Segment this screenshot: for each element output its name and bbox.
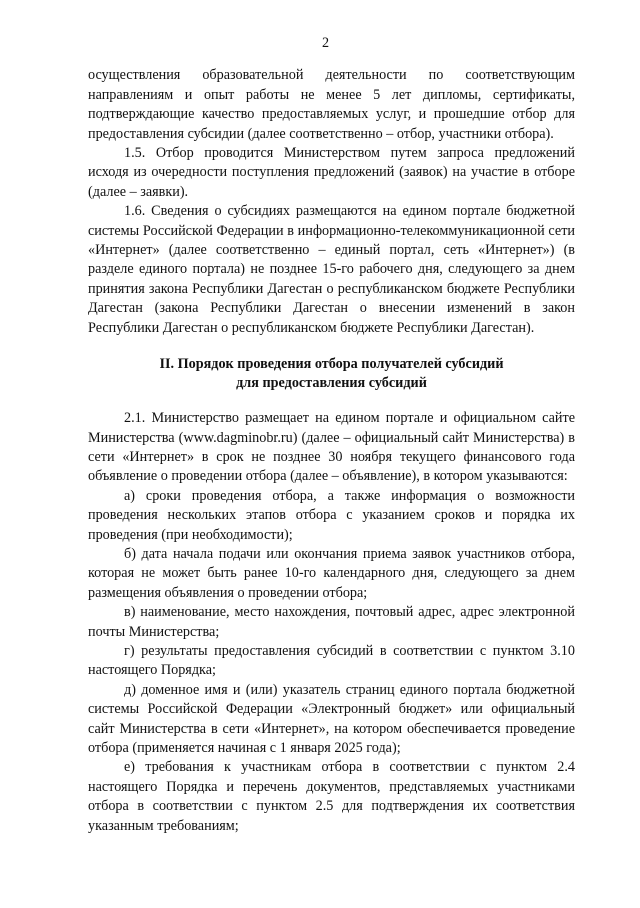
list-item-a: а) сроки проведения отбора, а также информация о возможности проведения нескольких этапов отбора с указанием сроков и порядка их проведения (при необходимости); xyxy=(88,487,575,543)
section-heading-line-2: для предоставления субсидий xyxy=(236,375,427,392)
list-item-v: в) наименование, место нахождения, почтовый адрес, адрес электронной почты Министерства; xyxy=(88,604,575,640)
list-item-e: е) требования к участникам отбора в соответствии с пунктом 2.4 настоящего Порядка и перечень документов, представляемых участниками отбора в соответствии с пунктом 2.5 для подтверждения их соответствия указанным требованиям; xyxy=(88,759,575,834)
paragraph-1-5: 1.5. Отбор проводится Министерством путем запроса предложений исходя из очередности поступления предложений (заявок) на участие в отборе (далее – заявки). xyxy=(88,145,575,200)
page-number: 2 xyxy=(321,35,330,51)
list-item-g: г) результаты предоставления субсидий в соответствии с пунктом 3.10 настоящего Порядка; xyxy=(88,642,575,679)
list-item-d: д) доменное имя и (или) указатель страниц единого портала бюджетной системы Российской Федерации «Электронный бюджет» или официальный сайт Министерства в сети «Интернет», на котором обеспечивается проведение отбора (применяется начиная с 1 января 2025 года); xyxy=(88,681,575,756)
paragraph-2-1: 2.1. Министерство размещает на едином портале и официальном сайте Министерства (www.dagminobr.ru) (далее – официальный сайт Министерства) в сети «Интернет» в срок не позднее 30 ноября текущего финансового года объявление о проведении отбора (далее – объявление), в котором указываются: xyxy=(88,410,575,485)
section-heading xyxy=(88,355,575,393)
section-heading-line-1: II. Порядок проведения отбора получателей субсидий xyxy=(159,356,504,373)
document-page xyxy=(88,34,575,836)
paragraph-continuation: осуществления образовательной деятельности по соответствующим направлениям и опыт работы не менее 5 лет дипломы, сертификаты, подтверждающие качество предоставляемых услуг, и прошедшие отбор для предоставления субсидии (далее соответственно – отбор, участники отбора). xyxy=(88,67,575,142)
list-item-b: б) дата начала подачи или окончания приема заявок участников отбора, которая не может быть ранее 10-го календарного дня, следующего за днем размещения объявления о проведении отбора; xyxy=(88,545,575,601)
paragraph-1-6: 1.6. Сведения о субсидиях размещаются на едином портале бюджетной системы Российской Федерации в информационно-телекоммуникационной сети «Интернет» (далее соответственно – единый портал, сеть «Интернет») (в разделе единого портала) не позднее 15-го рабочего дня, следующего за днем принятия закона Республики Дагестан о республиканском бюджете Республики Дагестан (закона Республики Дагестан о внесении изменений в закон Республики Дагестан о республиканском бюджете Республики Дагестан). xyxy=(88,203,575,336)
